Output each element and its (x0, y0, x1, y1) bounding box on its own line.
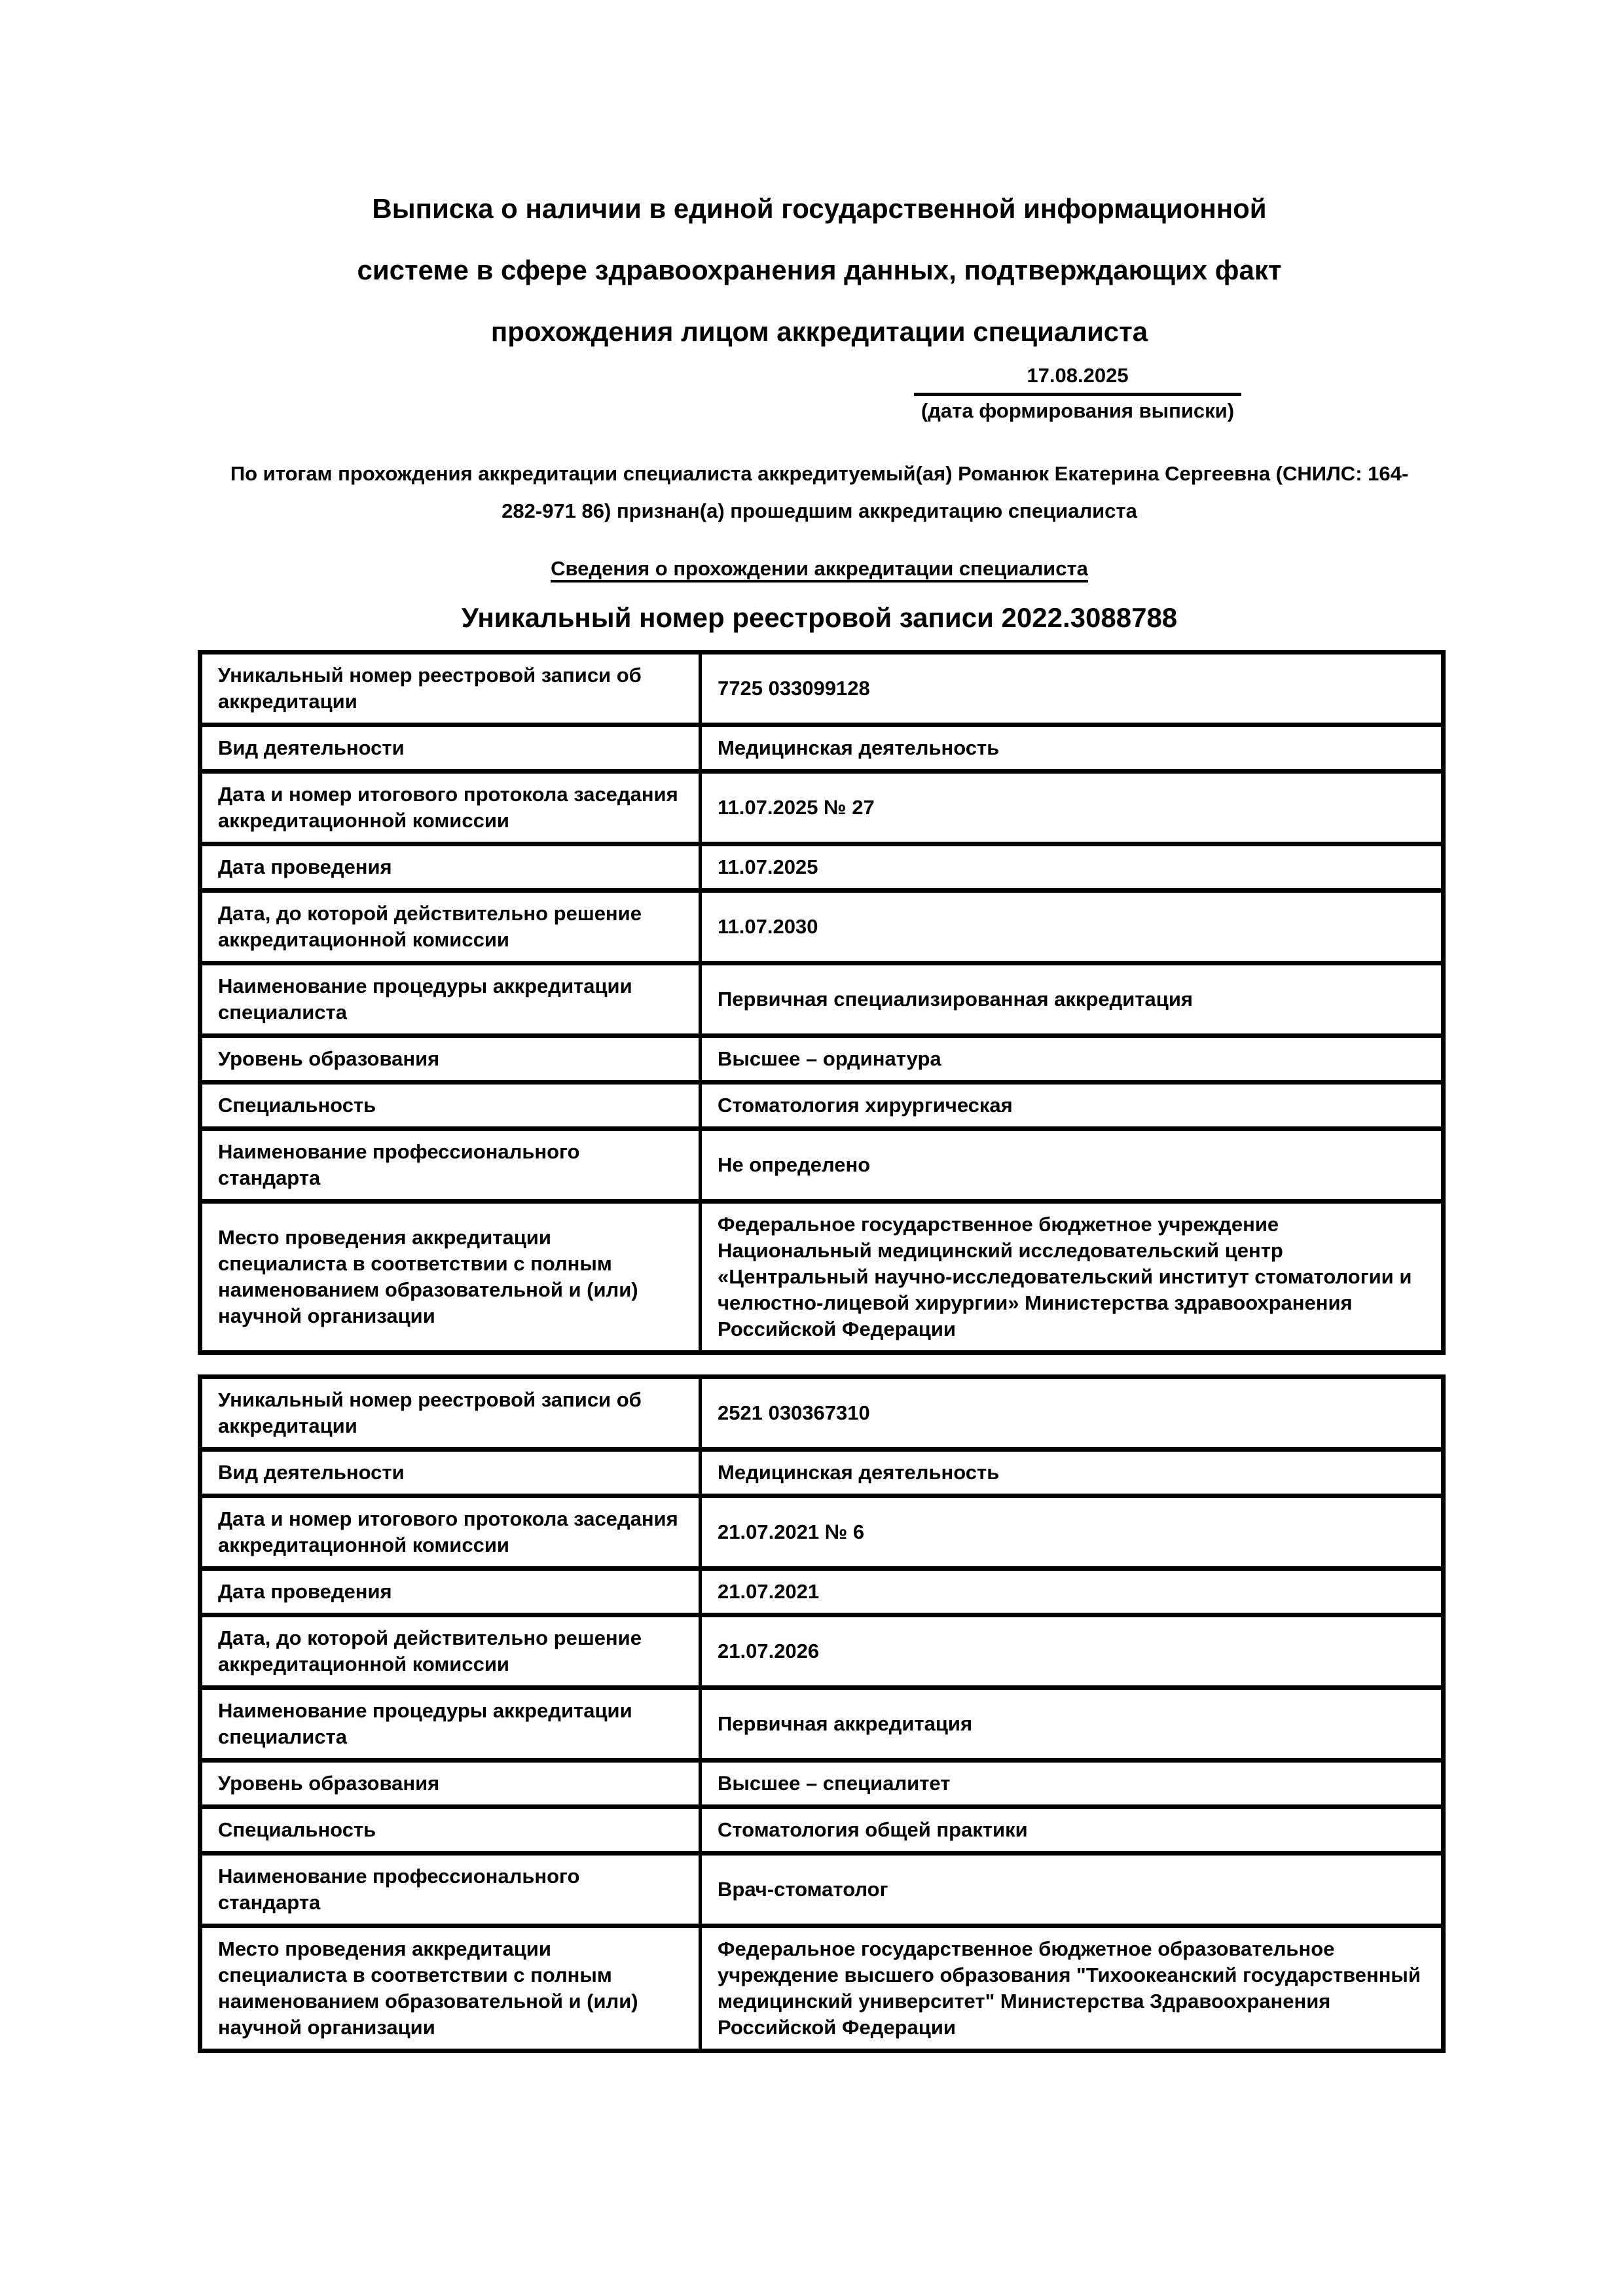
formation-date-caption: (дата формирования выписки) (921, 399, 1235, 422)
row-label-cell: Дата и номер итогового протокола заседания аккредитационной комиссии (200, 772, 701, 844)
table-row (200, 1377, 1444, 1450)
row-label-cell: Место проведения аккредитации специалиста в соответствии с полным наименованием образовательной и (или) научной организации (200, 1202, 701, 1353)
row-value-cell: 7725 033099128 (701, 653, 1444, 725)
accreditation-table-second (198, 1374, 1446, 2053)
table-row (200, 1083, 1444, 1129)
row-label-cell: Дата и номер итогового протокола заседания аккредитационной комиссии (200, 1496, 701, 1569)
record-heading: Уникальный номер реестровой записи 2022.3088788 (461, 602, 1178, 633)
accreditation-table-first (198, 650, 1446, 1355)
row-label-cell: Уровень образования (200, 1036, 701, 1083)
row-label-cell: Дата проведения (200, 1569, 701, 1615)
table-row (200, 891, 1444, 963)
row-value-cell: 11.07.2025 (701, 844, 1444, 891)
table-row (200, 1761, 1444, 1807)
table-row (200, 772, 1444, 844)
table-row (200, 1926, 1444, 2051)
row-label-cell: Наименование процедуры аккредитации специалиста (200, 963, 701, 1036)
row-label-cell: Наименование профессионального стандарта (200, 1854, 701, 1926)
intro-paragraph-line: По итогам прохождения аккредитации специалиста аккредитуемый(ая) Романюк Екатерина Сергеевна (СНИЛС: 164- (230, 462, 1409, 485)
row-value-cell: Не определено (701, 1129, 1444, 1202)
row-label-cell: Уникальный номер реестровой записи об аккредитации (200, 653, 701, 725)
row-label-cell: Дата, до которой действительно решение аккредитационной комиссии (200, 891, 701, 963)
section-heading: Сведения о прохождении аккредитации специалиста (551, 557, 1088, 580)
row-value-cell: Высшее – специалитет (701, 1761, 1444, 1807)
table-row (200, 1807, 1444, 1854)
table-row (200, 1688, 1444, 1761)
row-label-cell: Наименование процедуры аккредитации специалиста (200, 1688, 701, 1761)
table-row (200, 1202, 1444, 1353)
formation-date: 17.08.2025 (914, 363, 1241, 396)
row-value-cell: Первичная специализированная аккредитация (701, 963, 1444, 1036)
row-value-cell: 21.07.2021 № 6 (701, 1496, 1444, 1569)
row-value-cell: Федеральное государственное бюджетное учреждение Национальный медицинский исследовательский центр «Центральный научно-исследовательский институт стоматологии и челюстно-лицевой хирургии» Министерства здравоохранения Российской Федерации (701, 1202, 1444, 1353)
row-value-cell: 11.07.2025 № 27 (701, 772, 1444, 844)
row-label-cell: Уровень образования (200, 1761, 701, 1807)
row-label-cell: Наименование профессионального стандарта (200, 1129, 701, 1202)
row-label-cell: Дата проведения (200, 844, 701, 891)
row-label-cell: Место проведения аккредитации специалиста в соответствии с полным наименованием образовательной и (или) научной организации (200, 1926, 701, 2051)
document-content (198, 178, 1441, 2053)
table-row (200, 1854, 1444, 1926)
row-value-cell: Врач-стоматолог (701, 1854, 1444, 1926)
intro-paragraph-line: 282-971 86) признан(а) прошедшим аккредитацию специалиста (501, 499, 1137, 522)
row-label-cell: Уникальный номер реестровой записи об аккредитации (200, 1377, 701, 1450)
row-value-cell: Стоматология общей практики (701, 1807, 1444, 1854)
row-value-cell: 2521 030367310 (701, 1377, 1444, 1450)
table-row (200, 844, 1444, 891)
row-value-cell: Высшее – ординатура (701, 1036, 1444, 1083)
table-row (200, 1569, 1444, 1615)
row-label-cell: Специальность (200, 1083, 701, 1129)
row-value-cell: 21.07.2021 (701, 1569, 1444, 1615)
document-title-line: Выписка о наличии в единой государственной информационной (372, 193, 1267, 224)
row-label-cell: Дата, до которой действительно решение аккредитационной комиссии (200, 1615, 701, 1688)
row-label-cell: Вид деятельности (200, 725, 701, 772)
row-value-cell: Федеральное государственное бюджетное образовательное учреждение высшего образования "Тихоокеанский государственный медицинский университет" Министерства Здравоохранения Российской Федерации (701, 1926, 1444, 2051)
table-row (200, 653, 1444, 725)
table-row (200, 1615, 1444, 1688)
table-row (200, 725, 1444, 772)
row-value-cell: Стоматология хирургическая (701, 1083, 1444, 1129)
document-title (198, 178, 1441, 363)
document-title-line: прохождения лицом аккредитации специалиста (490, 316, 1148, 347)
table-row (200, 1450, 1444, 1496)
intro-paragraph (198, 455, 1441, 529)
table-row (200, 1129, 1444, 1202)
row-label-cell: Вид деятельности (200, 1450, 701, 1496)
row-value-cell: 11.07.2030 (701, 891, 1444, 963)
table-row (200, 1496, 1444, 1569)
row-value-cell: Первичная аккредитация (701, 1688, 1444, 1761)
table-row (200, 1036, 1444, 1083)
row-label-cell: Специальность (200, 1807, 701, 1854)
row-value-cell: 21.07.2026 (701, 1615, 1444, 1688)
formation-date-block (914, 363, 1241, 424)
document-title-line: системе в сфере здравоохранения данных, подтверждающих факт (357, 255, 1282, 285)
table-row (200, 963, 1444, 1036)
row-value-cell: Медицинская деятельность (701, 1450, 1444, 1496)
row-value-cell: Медицинская деятельность (701, 725, 1444, 772)
